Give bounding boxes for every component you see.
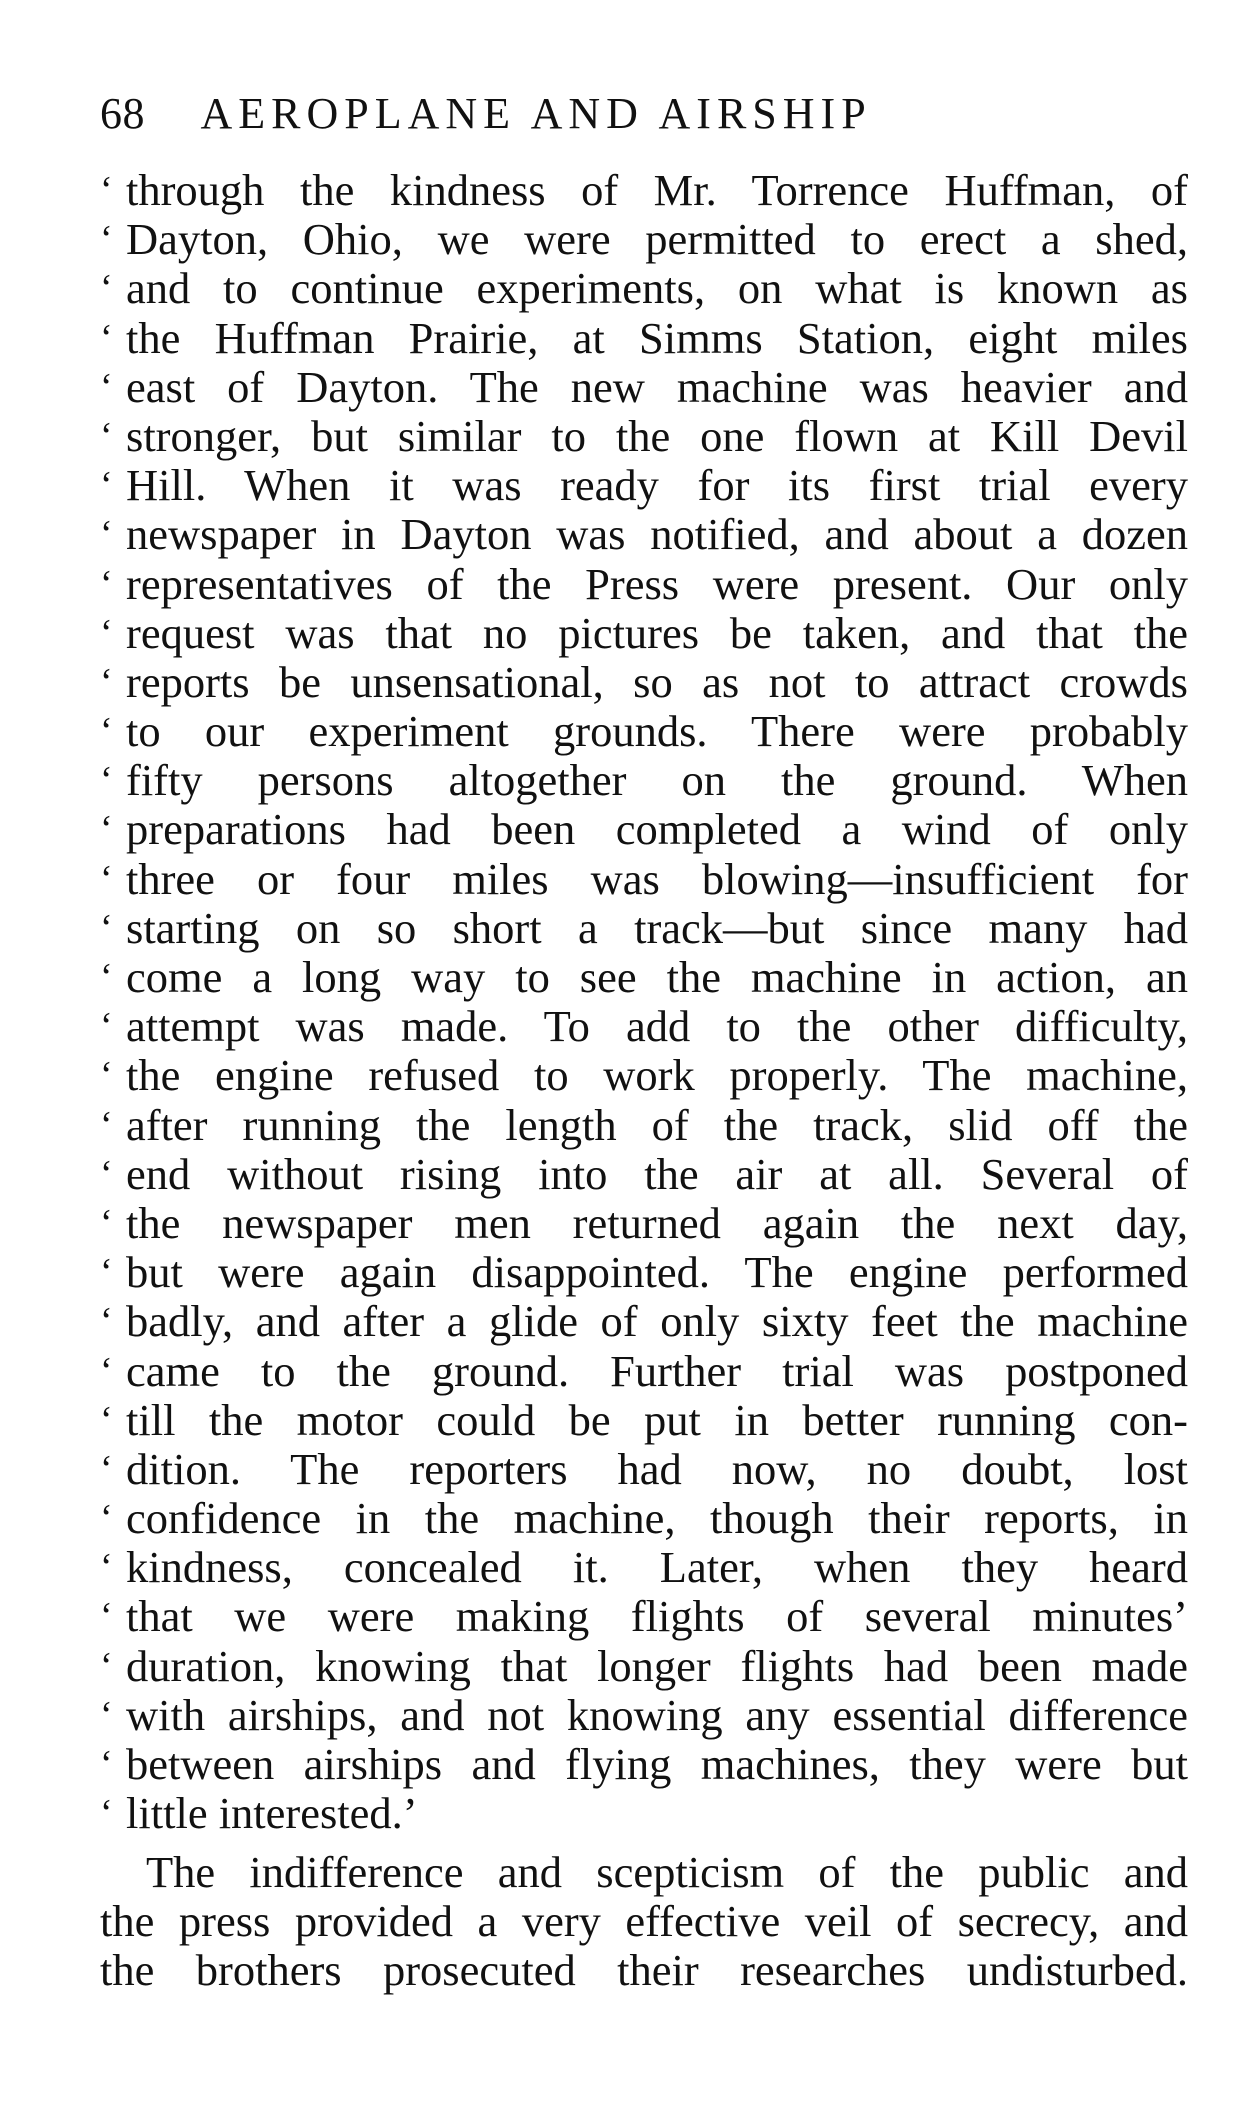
quote-line bbox=[100, 1691, 1188, 1740]
quote-mark: ‘ bbox=[100, 267, 113, 310]
quote-mark: ‘ bbox=[100, 759, 113, 802]
quote-line-text: kindness, concealed it. Later, when they heard bbox=[126, 1542, 1188, 1593]
quote-line bbox=[100, 264, 1188, 313]
quote-line-text: newspaper in Dayton was notified, and about a dozen bbox=[126, 509, 1188, 560]
quote-mark: ‘ bbox=[100, 562, 113, 605]
quote-mark: ‘ bbox=[100, 464, 113, 507]
quote-mark: ‘ bbox=[100, 1349, 113, 1392]
quote-mark: ‘ bbox=[100, 1792, 113, 1835]
paragraph-line: The indifference and scepticism of the public and bbox=[146, 1847, 1188, 1897]
quote-line bbox=[100, 1101, 1188, 1150]
quote-line-text: duration, knowing that longer flights had been made bbox=[126, 1640, 1188, 1691]
quote-line-text: the Huffman Prairie, at Simms Station, eight miles bbox=[126, 312, 1188, 363]
quote-line bbox=[100, 314, 1188, 363]
quote-line bbox=[100, 707, 1188, 756]
quote-line bbox=[100, 1347, 1188, 1396]
quote-line bbox=[100, 166, 1188, 215]
quote-line bbox=[100, 855, 1188, 904]
quote-line-text: till the motor could be put in better running con- bbox=[126, 1394, 1188, 1445]
quote-line-text: to our experiment grounds. There were probably bbox=[126, 706, 1188, 757]
quote-line-text: badly, and after a glide of only sixty feet the machine bbox=[126, 1296, 1188, 1347]
quote-mark: ‘ bbox=[100, 414, 113, 457]
quote-line-text: stronger, but similar to the one flown at Kill Devil bbox=[126, 410, 1188, 461]
quote-line-text: come a long way to see the machine in action, an bbox=[126, 952, 1188, 1002]
quote-line bbox=[100, 756, 1188, 805]
quote-mark: ‘ bbox=[100, 1743, 113, 1785]
quote-mark: ‘ bbox=[100, 1103, 113, 1146]
quote-line-text: Hill. When it was ready for its first trial every bbox=[126, 460, 1188, 511]
quote-line-text: after running the length of the track, slid off the bbox=[126, 1099, 1188, 1150]
quote-line-text: Dayton, Ohio, we were permitted to erect a shed, bbox=[126, 214, 1188, 265]
quote-mark: ‘ bbox=[100, 1644, 113, 1687]
quote-mark: ‘ bbox=[100, 513, 113, 556]
quote-line bbox=[100, 1248, 1188, 1297]
quote-line bbox=[100, 658, 1188, 707]
quoted-passage bbox=[100, 166, 1188, 1838]
quote-line-text: preparations had been completed a wind of only bbox=[126, 804, 1188, 855]
quote-line-text: between airships and flying machines, they were but bbox=[126, 1739, 1188, 1789]
quote-line-text: end without rising into the air at all. Several of bbox=[126, 1148, 1188, 1199]
quote-mark: ‘ bbox=[100, 660, 113, 703]
paragraph-line: the press provided a very effective veil of secrecy, and bbox=[100, 1896, 1188, 1947]
quote-mark: ‘ bbox=[100, 1201, 113, 1244]
quote-mark: ‘ bbox=[100, 1546, 113, 1589]
quote-line bbox=[100, 1002, 1188, 1051]
quote-line bbox=[100, 1396, 1188, 1445]
quote-line bbox=[100, 1199, 1188, 1248]
quote-line bbox=[100, 215, 1188, 264]
quote-line-text: through the kindness of Mr. Torrence Huffman, of bbox=[126, 165, 1188, 215]
quote-line bbox=[100, 510, 1188, 559]
quote-line bbox=[100, 1543, 1188, 1592]
quote-line bbox=[100, 904, 1188, 953]
running-title: AEROPLANE AND AIRSHIP bbox=[200, 89, 872, 138]
quote-mark: ‘ bbox=[100, 1447, 113, 1490]
quote-mark: ‘ bbox=[100, 710, 113, 753]
quote-line-text: starting on so short a track—but since many had bbox=[126, 902, 1188, 953]
quote-line-text: three or four miles was blowing—insufficient for bbox=[126, 853, 1188, 904]
quote-line-text: little interested.’ bbox=[126, 1788, 418, 1839]
quote-line-text: that we were making flights of several minutes’ bbox=[126, 1591, 1188, 1642]
quote-line-text: request was that no pictures be taken, and that the bbox=[126, 607, 1188, 658]
quote-line bbox=[100, 1592, 1188, 1641]
quote-mark: ‘ bbox=[100, 316, 113, 359]
quote-mark: ‘ bbox=[100, 1005, 113, 1048]
quote-line-text: east of Dayton. The new machine was heavier and bbox=[126, 361, 1188, 412]
quote-mark: ‘ bbox=[100, 1497, 113, 1540]
quote-line-text: representatives of the Press were present. Our only bbox=[126, 558, 1188, 609]
quote-mark: ‘ bbox=[100, 808, 113, 851]
quote-line-text: confidence in the machine, though their reports, in bbox=[126, 1493, 1188, 1544]
quote-mark: ‘ bbox=[100, 956, 113, 998]
quote-mark: ‘ bbox=[100, 169, 113, 211]
quote-line-text: reports be unsensational, so as not to attract crowds bbox=[126, 656, 1188, 707]
quote-mark: ‘ bbox=[100, 1054, 113, 1097]
quote-mark: ‘ bbox=[100, 1152, 113, 1195]
quote-line bbox=[100, 1297, 1188, 1346]
quote-line-text: the engine refused to work properly. The machine, bbox=[126, 1050, 1188, 1101]
quote-mark: ‘ bbox=[100, 218, 113, 261]
quote-line-text: the newspaper men returned again the next day, bbox=[126, 1197, 1188, 1248]
quote-line-text: came to the ground. Further trial was postponed bbox=[126, 1345, 1188, 1396]
quote-mark: ‘ bbox=[100, 1300, 113, 1343]
quote-mark: ‘ bbox=[100, 1595, 113, 1638]
quote-line bbox=[100, 1051, 1188, 1100]
body-paragraph bbox=[100, 1848, 1188, 1996]
quote-line bbox=[100, 1150, 1188, 1199]
quote-mark: ‘ bbox=[100, 1251, 113, 1294]
quote-mark: ‘ bbox=[100, 857, 113, 900]
quote-line bbox=[100, 1445, 1188, 1494]
quote-line-text: with airships, and not knowing any essential difference bbox=[126, 1689, 1188, 1740]
quote-line bbox=[100, 1642, 1188, 1691]
page-number: 68 bbox=[100, 89, 145, 138]
quote-line bbox=[100, 609, 1188, 658]
quote-line bbox=[100, 412, 1188, 461]
quote-line bbox=[100, 1789, 1188, 1838]
quote-mark: ‘ bbox=[100, 906, 113, 949]
quote-line bbox=[100, 953, 1188, 1002]
quote-mark: ‘ bbox=[100, 1398, 113, 1441]
quote-line-text: fifty persons altogether on the ground. When bbox=[126, 755, 1188, 806]
quote-line bbox=[100, 805, 1188, 854]
quote-line-text: dition. The reporters had now, no doubt, lost bbox=[126, 1443, 1188, 1494]
quote-line-text: but were again disappointed. The engine performed bbox=[126, 1247, 1188, 1298]
quote-line bbox=[100, 461, 1188, 510]
paragraph-line: the brothers prosecuted their researches undisturbed. bbox=[100, 1945, 1188, 1996]
quote-line bbox=[100, 1740, 1188, 1789]
quote-line-text: attempt was made. To add to the other difficulty, bbox=[126, 1001, 1188, 1052]
quote-mark: ‘ bbox=[100, 611, 113, 654]
quote-mark: ‘ bbox=[100, 365, 113, 408]
quote-mark: ‘ bbox=[100, 1693, 113, 1736]
quote-line bbox=[100, 363, 1188, 412]
quote-line-text: and to continue experiments, on what is known as bbox=[126, 263, 1188, 314]
running-head bbox=[100, 84, 1190, 144]
quote-line bbox=[100, 1494, 1188, 1543]
quote-line bbox=[100, 560, 1188, 609]
